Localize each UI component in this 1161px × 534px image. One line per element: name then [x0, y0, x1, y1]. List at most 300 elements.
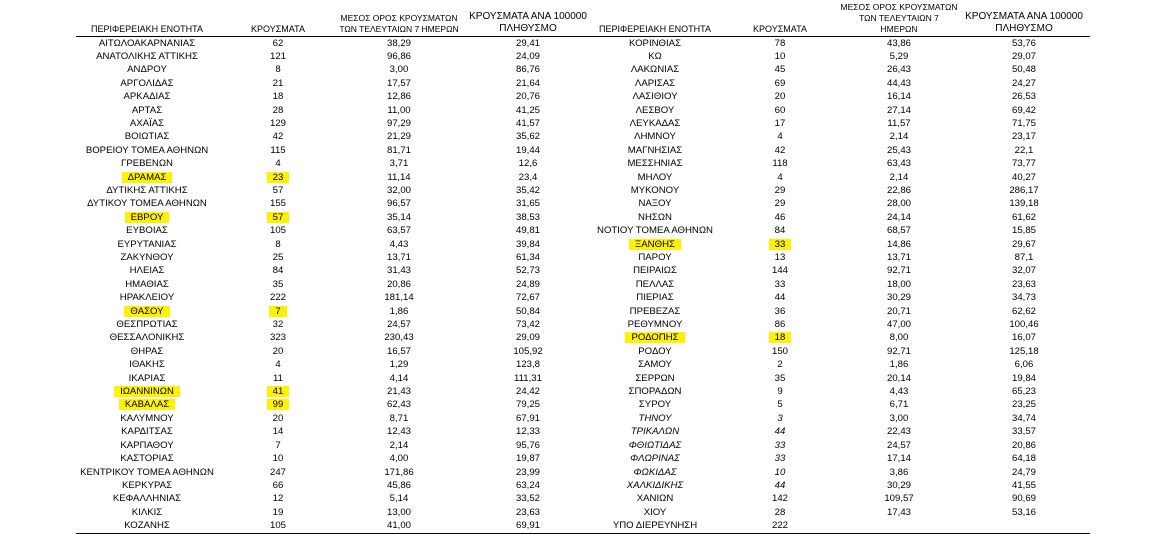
- cell-avg7-text: 32,00: [386, 184, 411, 196]
- cell-avg7-text: 4,43: [889, 386, 909, 398]
- right-table-panel: [590, 0, 1090, 534]
- cell-region-text: ΚΙΛΚΙΣ: [131, 506, 163, 518]
- cell-per100k: [460, 130, 596, 143]
- table-row: [76, 425, 596, 438]
- cell-avg7: [840, 184, 958, 197]
- cell-cases-text: 144: [771, 265, 788, 277]
- cell-cases-text: 62: [272, 37, 284, 49]
- table-row: [76, 238, 596, 251]
- table-row: [590, 50, 1090, 63]
- cell-per100k-text: 62,62: [1011, 305, 1036, 317]
- table-row: [590, 385, 1090, 398]
- cell-cases: [218, 197, 338, 210]
- cell-cases: [720, 425, 840, 438]
- cell-avg7: [338, 50, 460, 63]
- cell-per100k: [460, 104, 596, 117]
- cell-cases: [720, 224, 840, 237]
- cell-region: [76, 372, 218, 385]
- cell-region-text: ΣΠΟΡΑΔΩΝ: [628, 386, 682, 398]
- cell-avg7: [840, 224, 958, 237]
- cell-region-text: ΘΕΣΣΑΛΟΝΙΚΗΣ: [109, 332, 185, 344]
- cell-per100k: [460, 278, 596, 291]
- cell-avg7-text: 5,29: [889, 50, 909, 62]
- cell-avg7: [840, 385, 958, 398]
- cell-avg7: [840, 104, 958, 117]
- cell-cases-text: 10: [774, 466, 786, 478]
- cell-cases-text: 20: [774, 91, 786, 103]
- cell-region-text: ΑΝΑΤΟΛΙΚΗΣ ΑΤΤΙΚΗΣ: [96, 50, 198, 62]
- cell-per100k: [958, 251, 1090, 264]
- cell-avg7-text: 20,86: [386, 278, 411, 290]
- cell-per100k: [460, 90, 596, 103]
- cell-per100k-text: 65,23: [1011, 386, 1036, 398]
- cell-avg7-text: 4,00: [389, 453, 409, 465]
- cell-cases: [720, 506, 840, 519]
- cell-per100k: [958, 452, 1090, 465]
- cell-avg7: [840, 398, 958, 411]
- cell-cases: [218, 452, 338, 465]
- cell-per100k-text: 34,73: [1011, 292, 1036, 304]
- cell-region: [76, 305, 218, 318]
- cell-avg7-text: 12,86: [386, 91, 411, 103]
- table-row: [76, 331, 596, 344]
- cell-region: [76, 224, 218, 237]
- cell-region-text: ΧΙΟΥ: [643, 506, 667, 518]
- cell-region: [590, 291, 720, 304]
- cell-avg7: [338, 224, 460, 237]
- cell-per100k-text: 29,67: [1011, 238, 1036, 250]
- table-row: [76, 90, 596, 103]
- cell-avg7: [840, 171, 958, 184]
- cell-region-text: ΝΗΣΩΝ: [638, 211, 672, 223]
- table-row: [76, 492, 596, 505]
- cell-avg7: [338, 506, 460, 519]
- cell-avg7-text: 38,29: [386, 37, 411, 49]
- cell-per100k: [460, 157, 596, 170]
- cell-region-text: ΝΟΤΙΟΥ ΤΟΜΕΑ ΑΘΗΝΩΝ: [597, 225, 713, 237]
- cell-per100k: [958, 278, 1090, 291]
- cell-per100k-text: 19,87: [515, 453, 540, 465]
- cell-region: [590, 117, 720, 130]
- cell-region: [590, 90, 720, 103]
- cell-per100k: [460, 452, 596, 465]
- cell-cases-text: 129: [269, 117, 286, 129]
- cell-region: [590, 36, 720, 50]
- cell-per100k-text: 20,76: [515, 91, 540, 103]
- cell-avg7: [840, 506, 958, 519]
- cell-per100k: [958, 331, 1090, 344]
- cell-avg7: [338, 130, 460, 143]
- cell-cases-text: 4: [275, 359, 281, 371]
- cell-avg7-text: 18,00: [886, 278, 911, 290]
- cell-per100k: [958, 291, 1090, 304]
- cell-avg7-text: 63,57: [386, 225, 411, 237]
- table-row: [590, 479, 1090, 492]
- cell-cases: [720, 291, 840, 304]
- cell-region-text: ΠΑΡΟΥ: [638, 252, 672, 263]
- cell-cases-text: 36: [774, 305, 786, 317]
- cell-region: [76, 519, 218, 533]
- cell-avg7-text: 1,86: [889, 359, 909, 371]
- cell-avg7-text: 2,14: [889, 171, 909, 183]
- cell-cases: [720, 264, 840, 277]
- cell-per100k-text: 40,27: [1011, 171, 1036, 183]
- cell-per100k-text: 67,91: [515, 412, 540, 424]
- cell-avg7-text: 96,57: [386, 198, 411, 210]
- cell-per100k-text: 35,62: [515, 131, 540, 143]
- cell-per100k: [460, 412, 596, 425]
- cell-avg7: [840, 345, 958, 358]
- cell-per100k: [460, 331, 596, 344]
- cell-region: [76, 184, 218, 197]
- cell-per100k-text: 50,84: [515, 305, 540, 317]
- cell-cases-text: 4: [777, 131, 783, 143]
- cell-region-text: ΘΕΣΠΡΩΤΙΑΣ: [116, 319, 178, 331]
- cell-avg7-text: 16,14: [886, 91, 911, 103]
- cell-region-text: ΚΑΡΔΙΤΣΑΣ: [121, 426, 173, 438]
- cell-avg7: [338, 197, 460, 210]
- table-row: [590, 305, 1090, 318]
- cell-region: [590, 345, 720, 358]
- cell-cases: [720, 412, 840, 425]
- cell-avg7-text: 3,71: [389, 158, 409, 170]
- cell-region-text: ΛΑΡΙΣΑΣ: [634, 77, 676, 89]
- cell-cases-text: 25: [272, 252, 284, 263]
- cell-cases: [218, 238, 338, 251]
- cell-avg7: [840, 425, 958, 438]
- cell-region: [590, 224, 720, 237]
- cell-cases-text: 33: [769, 239, 792, 250]
- cell-region-text: ΠΙΕΡΙΑΣ: [636, 292, 674, 304]
- cell-cases-text: 247: [269, 466, 286, 478]
- cell-avg7-text: 41,00: [386, 520, 411, 532]
- cell-region-text: ΑΡΚΑΔΙΑΣ: [123, 91, 171, 103]
- cell-per100k: [958, 519, 1090, 533]
- cell-cases-text: 44: [774, 292, 786, 304]
- right-table-body: [590, 36, 1090, 533]
- cell-region-text: ΧΑΝΙΩΝ: [636, 493, 674, 505]
- cell-cases: [720, 318, 840, 331]
- cell-per100k: [460, 50, 596, 63]
- cell-region: [76, 104, 218, 117]
- cell-cases-text: 84: [272, 265, 284, 277]
- cell-cases: [720, 144, 840, 157]
- cell-per100k-text: 61,34: [515, 252, 540, 263]
- cell-per100k: [958, 36, 1090, 50]
- cell-cases-text: 57: [267, 212, 290, 223]
- cell-cases-text: 323: [269, 332, 286, 344]
- table-row: [590, 291, 1090, 304]
- cell-region: [76, 466, 218, 479]
- cell-cases-text: 9: [777, 386, 783, 398]
- cell-region-text: ΗΡΑΚΛΕΙΟΥ: [119, 292, 175, 304]
- cell-region-text: ΑΧΑΪΑΣ: [129, 117, 165, 129]
- cell-cases: [218, 171, 338, 184]
- header-per100k: [460, 0, 596, 36]
- cell-region: [590, 385, 720, 398]
- cell-region-text: ΘΑΣΟΥ: [124, 306, 169, 317]
- cell-region-text: ΕΒΡΟΥ: [125, 212, 170, 223]
- cell-region: [590, 238, 720, 251]
- cell-region-text: ΛΕΣΒΟΥ: [635, 104, 675, 116]
- cell-region-text: ΚΑΛΥΜΝΟΥ: [120, 412, 174, 424]
- cell-per100k: [958, 144, 1090, 157]
- cell-region: [590, 104, 720, 117]
- table-row: [76, 130, 596, 143]
- cell-avg7: [840, 144, 958, 157]
- cell-per100k: [958, 224, 1090, 237]
- cell-avg7: [338, 331, 460, 344]
- cell-per100k-text: 86,76: [515, 64, 540, 76]
- cell-cases: [720, 466, 840, 479]
- table-row: [76, 224, 596, 237]
- cell-cases: [218, 358, 338, 371]
- table-row: [590, 466, 1090, 479]
- cell-region: [590, 466, 720, 479]
- table-row: [590, 224, 1090, 237]
- cell-avg7-text: 92,71: [886, 345, 911, 357]
- cell-avg7: [840, 291, 958, 304]
- cell-avg7-text: 230,43: [384, 332, 414, 344]
- cell-region-text: ΠΡΕΒΕΖΑΣ: [629, 305, 681, 317]
- header-per100k-line2: ΠΛΗΘΥΣΜΟ: [499, 22, 557, 34]
- cell-per100k-text: 32,07: [1011, 265, 1036, 277]
- cell-per100k-text: 64,18: [1011, 453, 1036, 465]
- table-row: [590, 264, 1090, 277]
- cell-per100k: [958, 372, 1090, 385]
- table-row: [76, 291, 596, 304]
- cell-region: [590, 372, 720, 385]
- table-row: [590, 184, 1090, 197]
- cell-region-text: ΛΗΜΝΟΥ: [634, 131, 676, 143]
- left-table-panel: [76, 0, 596, 534]
- cell-avg7: [338, 184, 460, 197]
- cell-cases: [720, 519, 840, 533]
- cell-avg7-text: 30,29: [886, 479, 911, 491]
- cell-avg7-text: 24,14: [886, 211, 911, 223]
- cell-cases-text: 78: [774, 37, 786, 49]
- cell-avg7: [840, 519, 958, 533]
- cell-region-text: ΘΗΡΑΣ: [130, 345, 164, 357]
- cell-region-text: ΔΥΤΙΚΗΣ ΑΤΤΙΚΗΣ: [106, 184, 188, 196]
- cell-avg7: [338, 90, 460, 103]
- cell-avg7-text: 12,43: [386, 426, 411, 438]
- cell-cases-text: 44: [774, 479, 786, 491]
- cell-cases: [218, 318, 338, 331]
- cell-cases: [218, 251, 338, 264]
- table-row: [76, 50, 596, 63]
- cell-avg7-text: 8,71: [389, 412, 409, 424]
- cell-region: [76, 331, 218, 344]
- table-row: [590, 452, 1090, 465]
- table-row: [590, 492, 1090, 505]
- cell-per100k-text: 23,63: [1011, 278, 1036, 290]
- table-row: [590, 157, 1090, 170]
- cell-cases-text: 2: [777, 359, 783, 371]
- table-row: [590, 130, 1090, 143]
- cell-per100k: [958, 345, 1090, 358]
- header-avg7: [840, 0, 958, 36]
- cell-region: [590, 184, 720, 197]
- cell-per100k: [460, 36, 596, 50]
- cell-avg7: [840, 130, 958, 143]
- cell-per100k: [460, 238, 596, 251]
- cell-cases-text: 13: [774, 252, 786, 263]
- cell-region-text: ΞΑΝΘΗΣ: [629, 239, 681, 250]
- cell-per100k: [958, 412, 1090, 425]
- cell-region-text: ΦΩΚΙΔΑΣ: [633, 466, 677, 478]
- table-row: [76, 479, 596, 492]
- cell-cases: [218, 425, 338, 438]
- table-row: [76, 77, 596, 90]
- table-row: [76, 452, 596, 465]
- cell-cases: [218, 36, 338, 50]
- cell-cases: [218, 291, 338, 304]
- cell-avg7-text: 43,86: [886, 37, 911, 49]
- cell-region: [76, 197, 218, 210]
- cell-per100k-text: 29,41: [515, 37, 540, 49]
- cell-per100k-text: 19,44: [515, 144, 540, 156]
- cell-cases-text: 155: [269, 198, 286, 210]
- header-cases: ΚΡΟΥΣΜΑΤΑ: [720, 0, 840, 36]
- cell-per100k: [958, 318, 1090, 331]
- cell-cases-text: 8: [275, 238, 281, 250]
- cell-per100k: [460, 358, 596, 371]
- cell-avg7: [338, 104, 460, 117]
- cell-region: [590, 171, 720, 184]
- cell-region: [76, 130, 218, 143]
- cell-avg7: [338, 519, 460, 533]
- cell-avg7-text: 3,86: [889, 466, 909, 478]
- cell-avg7-text: 17,43: [886, 506, 911, 518]
- cell-cases-text: 7: [269, 306, 286, 317]
- cell-per100k-text: 41,25: [515, 104, 540, 116]
- cell-region-text: ΗΜΑΘΙΑΣ: [125, 278, 169, 290]
- cell-region-text: ΑΡΤΑΣ: [131, 104, 163, 116]
- cell-region: [76, 157, 218, 170]
- cell-region-text: ΚΕΡΚΥΡΑΣ: [121, 479, 172, 491]
- cell-region: [590, 197, 720, 210]
- cell-avg7-text: 45,86: [386, 479, 411, 491]
- cell-avg7: [840, 318, 958, 331]
- cell-per100k-text: 100,46: [1009, 319, 1039, 331]
- cell-avg7-text: 13,71: [386, 252, 411, 263]
- cell-per100k: [958, 439, 1090, 452]
- cell-per100k-text: 95,76: [515, 439, 540, 451]
- cell-avg7-text: 28,00: [886, 198, 911, 210]
- cell-per100k: [460, 506, 596, 519]
- cell-cases-text: 41: [267, 386, 290, 397]
- table-row: [76, 398, 596, 411]
- cell-region-text: ΜΑΓΝΗΣΙΑΣ: [627, 144, 683, 156]
- cell-region: [76, 211, 218, 224]
- cell-cases-text: 222: [771, 520, 788, 532]
- cell-cases-text: 57: [272, 184, 284, 196]
- table-row: [590, 251, 1090, 264]
- table-row: [590, 197, 1090, 210]
- cell-avg7-text: 4,14: [389, 372, 409, 384]
- cell-region: [76, 77, 218, 90]
- header-avg7-line2: ΤΩΝ ΤΕΛΕΥΤΑΙΩΝ 7 ΗΜΕΡΩΝ: [859, 12, 939, 34]
- cell-per100k-text: 123,8: [515, 359, 540, 371]
- cell-per100k-text: 33,57: [1011, 426, 1036, 438]
- right-cases-table: [590, 0, 1090, 534]
- cell-region-text: ΒΟΡΕΙΟΥ ΤΟΜΕΑ ΑΘΗΝΩΝ: [85, 144, 209, 156]
- cell-per100k: [958, 130, 1090, 143]
- left-table-body: [76, 36, 596, 533]
- table-row: [76, 385, 596, 398]
- cell-cases-text: 4: [777, 171, 783, 183]
- table-row: [76, 251, 596, 264]
- cell-per100k: [958, 305, 1090, 318]
- header-avg7: [338, 0, 460, 36]
- cell-region-text: ΑΙΤΩΛΟΑΚΑΡΝΑΝΙΑΣ: [98, 37, 196, 49]
- cell-per100k-text: 71,75: [1011, 117, 1036, 129]
- cell-per100k-text: 20,86: [1011, 439, 1036, 451]
- cell-avg7-text: 24,57: [386, 319, 411, 331]
- cell-region: [590, 331, 720, 344]
- cell-region-text: ΧΑΛΚΙΔΙΚΗΣ: [626, 479, 684, 491]
- cell-per100k-text: 21,64: [515, 77, 540, 89]
- cell-avg7-text: 21,29: [386, 131, 411, 143]
- cell-avg7: [338, 305, 460, 318]
- table-row: [76, 197, 596, 210]
- cell-region: [76, 117, 218, 130]
- table-row: [590, 345, 1090, 358]
- cell-per100k-text: 139,18: [1009, 198, 1039, 210]
- cell-cases-text: 20: [272, 412, 284, 424]
- cell-region: [590, 398, 720, 411]
- cell-avg7: [338, 211, 460, 224]
- cell-cases-text: 18: [272, 91, 284, 103]
- cell-region: [76, 278, 218, 291]
- table-row: [590, 318, 1090, 331]
- cell-cases: [218, 117, 338, 130]
- cell-avg7-text: 171,86: [384, 466, 414, 478]
- cell-cases: [218, 184, 338, 197]
- table-row: [76, 318, 596, 331]
- cell-region: [76, 398, 218, 411]
- cell-cases: [720, 77, 840, 90]
- cell-cases: [218, 264, 338, 277]
- cell-cases: [218, 439, 338, 452]
- cell-per100k: [460, 439, 596, 452]
- table-row: [590, 278, 1090, 291]
- cell-avg7: [840, 278, 958, 291]
- cell-per100k-text: 23,17: [1011, 131, 1036, 143]
- cell-avg7-text: 62,43: [386, 399, 411, 411]
- cell-cases: [720, 63, 840, 76]
- cell-region: [590, 492, 720, 505]
- cell-avg7-text: 1,29: [389, 359, 409, 371]
- table-row: [590, 331, 1090, 344]
- cell-avg7-text: 17,14: [886, 453, 911, 465]
- cell-cases: [720, 117, 840, 130]
- cell-cases: [218, 479, 338, 492]
- cell-cases-text: 12: [272, 493, 284, 505]
- cell-per100k: [958, 238, 1090, 251]
- cell-avg7: [338, 251, 460, 264]
- cell-per100k: [958, 90, 1090, 103]
- table-row: [76, 144, 596, 157]
- cell-per100k: [460, 197, 596, 210]
- cell-per100k: [958, 264, 1090, 277]
- cell-cases-text: 10: [272, 453, 284, 465]
- cell-per100k-text: 69,42: [1011, 104, 1036, 116]
- cell-cases: [720, 479, 840, 492]
- cell-region: [76, 144, 218, 157]
- cell-region-text: ΙΚΑΡΙΑΣ: [128, 372, 166, 384]
